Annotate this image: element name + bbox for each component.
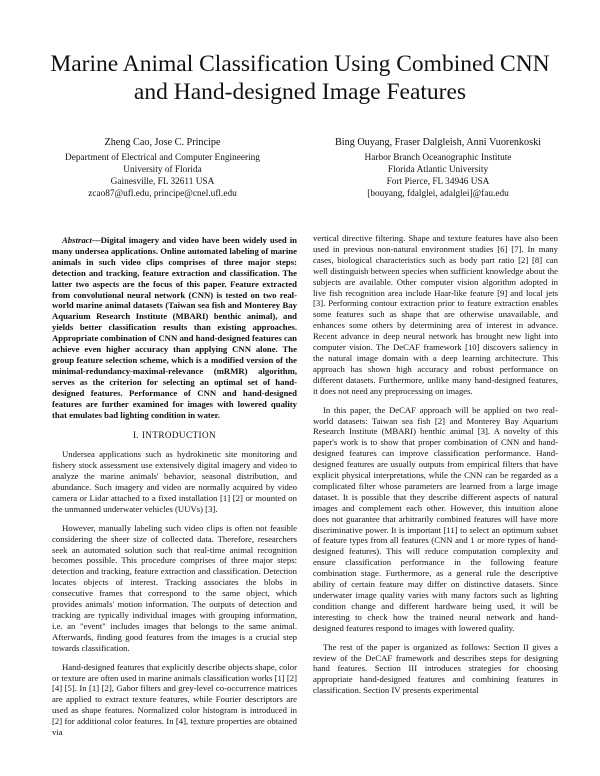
author-names: Bing Ouyang, Fraser Dalgleish, Anni Vuorenkoski [334, 137, 542, 148]
affiliation-line: Fort Pierce, FL 34946 USA [386, 177, 490, 187]
affiliation-line: University of Florida [123, 165, 202, 175]
author-names: Zheng Cao, Jose C. Principe [104, 137, 221, 148]
title-line-1: Marine Animal Classification Using Combined CNN [50, 51, 550, 77]
body-paragraph: In this paper, the DeCAF approach will be applied on two real-world datasets: Taiwan sea fish [2] and Monterey Bay Aquarium Research Institute (MBARI) benthic animal [3]. A novelty of this paper's work is to show that proper combination of CNN and hand-designed features can improve classification performance. Hand-designed features are usually outputs from empirical filters that have explicit physical interpretations, while the CNN can be regarded as a complicated filter whose parameters are learned from a large image dataset. It is possible that they describe different aspects of natural images and complement each other. However, this intuition alone does not guarantee that arbitrarily combined features will have more discriminative power. It is important [11] to select an optimum subset of feature types from all features (CNN and 1 or more types of hand-designed features). This will reduce computation complexity and ensure classification performance in the following feature combination stage. Furthermore, as a general rule the descriptive ability of certain feature may differ on distinctive datasets. Since underwater image quality varies with many factors such as lighting condition change and different hardware being used, it will be interesting to check how the trained neural network and hand-designed features respond to images with lowered quality. [313, 404, 558, 633]
body-paragraph: However, manually labeling such video clips is often not feasible considering the sheer size of collected data. Therefore, researchers seek an automated solution such that real-time animal recognition becomes possible. This procedure comprises of three major steps: detection and tracking, feature extraction and classification. Detection locates objects of interest. Tracking associates the blobs in consecutive frames that correspond to the same object, which provides animals' motion information. The outputs of detection and tracking are typically individual images with grouping information, i.e. an "event" includes images that belongs to the same animal. Afterwards, finding good features from the images is a crucial step towards classification. [52, 522, 297, 653]
affiliation-line: Gainesville, FL 32611 USA [110, 177, 215, 187]
title-line-2: and Hand-designed Image Features [133, 79, 467, 105]
body-paragraph: vertical directive filtering. Shape and texture features have also been used in previous non-natural environment studies [6] [7]. In many cases, biological characteristics such as body part ratio [2] [8] can well distinguish between species when sufficient knowledge about the subjects are available. Other computer vision algorithm adopted in live fish recognition area include Haar-like feature [9] and local jets [3]. Performing contour extraction prior to feature extraction enables some features such as shape that are otherwise unavailable, and enhances some others by determining area of interest in advance. Recent advance in deep neural network has brought new light into computer vision. The DeCAF framework [10] discovers saliency in the natural image domain with a deep learning architecture. This approach has shown high accuracy and robust performance on different datasets. Furthermore, unlike many hand-designed features, it does not need any preprocessing on images. [313, 233, 558, 396]
section-heading-introduction: I. INTRODUCTION [132, 430, 217, 441]
affiliation-line: Department of Electrical and Computer Engineering [65, 153, 260, 163]
body-paragraph: The rest of the paper is organized as follows: Section II gives a review of the DeCAF framework and describes steps for designing hand features. Section III introduces strategies for choosing appropriate hand-designed features and combining features in classification. Section IV presents experimental [313, 641, 558, 696]
abstract-label: Abstract [62, 235, 92, 245]
abstract-text: —Digital imagery and video have been widely used in many undersea applications. Online automated labeling of marine animals in such video clips comprises of three major steps: detection and tracking, feature extraction and classification. The latter two aspects are the focus of this paper. Feature extracted from convolutional neural network (CNN) is tested on two real-world marine animal datasets (Taiwan sea fish and Monterey Bay Aquarium Research Institute (MBARI) benthic animal), and yields better classification results than existing approaches. Appropriate combination of CNN and hand-designed features can achieve even higher accuracy than applying CNN alone. The group feature selection scheme, which is a modified version of the minimal-redundancy-maximal-relevance (mRMR) algorithm, serves as the criterion for selecting an optimal set of hand-designed features. Performance of CNN and hand-designed features are further examined for images with lowered quality that emulates bad lighting condition in water. [52, 235, 297, 420]
affiliation-line: Harbor Branch Oceanographic Institute [364, 153, 512, 163]
abstract [52, 235, 297, 420]
body-paragraph: Hand-designed features that explicitly describe objects shape, color or texture are often used in marine animals classification works [1] [2] [4] [5]. In [1] [2], Gabor filters and grey-level co-occurrence matrices are applied to extract texture features, while Fourier descriptors are used as shape features. Normalized color histogram is introduced in [2] for additional color features. In [4], texture properties are obtained via [52, 661, 297, 738]
affiliation-line: Florida Atlantic University [387, 165, 489, 175]
paper-title [40, 50, 560, 106]
body-paragraph: Undersea applications such as hydrokinetic site monitoring and fishery stock assessment use extensively digital imagery and video to analyze the marine animals' behavior, seasonal distribution, and abundance. Such imagery and video are normally acquired by video camera or Lidar attached to a fixed installation [1] [2] or mounted on the unmanned underwater vehicles (UUVs) [3]. [52, 449, 297, 514]
right-column [313, 233, 558, 704]
author-block-right [318, 137, 558, 200]
author-email: zcao87@ufl.edu, principe@cnel.ufl.edu [88, 189, 237, 199]
author-block-left [55, 137, 270, 200]
left-column [52, 235, 297, 746]
author-email: [bouyang, fdalglei, adalglei]@fau.edu [367, 189, 509, 199]
